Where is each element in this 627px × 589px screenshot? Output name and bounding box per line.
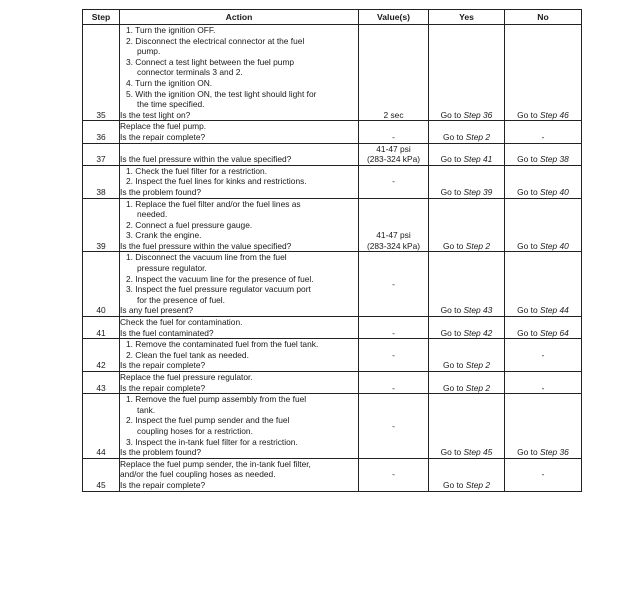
action-line: 2. Connect a fuel pressure gauge. <box>126 219 253 230</box>
action-line: pump. <box>137 46 161 57</box>
no-goto-link <box>542 132 545 142</box>
value-cell <box>359 252 429 317</box>
header-row <box>83 10 582 25</box>
no-cell <box>505 394 582 459</box>
goto-prefix: Go to <box>440 154 464 165</box>
no-goto-link[interactable] <box>517 328 569 338</box>
action-cell <box>120 339 359 372</box>
step-number: 42 <box>83 339 120 372</box>
value-text: - <box>392 176 395 187</box>
yes-goto-link[interactable] <box>441 447 493 457</box>
yes-cell <box>429 143 505 165</box>
action-line: connector terminals 3 and 2. <box>137 67 243 78</box>
no-cell <box>505 372 582 394</box>
table-row <box>83 165 582 198</box>
action-line: Check the fuel for contamination. <box>120 317 243 328</box>
value-text: - <box>392 278 395 289</box>
action-line: 2. Inspect the vacuum line for the presence of fuel. <box>126 273 314 284</box>
goto-step-ref: Step 42 <box>463 327 493 338</box>
goto-prefix: Go to <box>442 240 466 251</box>
value-cell <box>359 198 429 252</box>
value-cell <box>359 394 429 459</box>
action-line: and/or the fuel coupling hoses as needed. <box>120 469 276 480</box>
goto-step-ref: Step 45 <box>463 447 493 458</box>
step-number: 41 <box>83 317 120 339</box>
step-number: 43 <box>83 372 120 394</box>
header-values: Value(s) <box>359 10 429 25</box>
no-cell <box>505 317 582 339</box>
table-row <box>83 458 582 491</box>
no-goto-link[interactable] <box>517 447 569 457</box>
action-line: pressure regulator. <box>137 263 207 274</box>
action-line: 2. Inspect the fuel lines for kinks and restrictions. <box>126 176 307 187</box>
header-no: No <box>505 10 582 25</box>
value-cell <box>359 25 429 121</box>
goto-step-ref: Step 40 <box>539 240 569 251</box>
header-action: Action <box>120 10 359 25</box>
no-cell <box>505 165 582 198</box>
action-line: Replace the fuel pressure regulator. <box>120 372 253 382</box>
table-row <box>83 121 582 143</box>
yes-goto-link[interactable] <box>441 328 493 338</box>
header-step: Step <box>83 10 120 25</box>
goto-step-ref: Step 36 <box>539 447 569 458</box>
value-text: (283-324 kPa) <box>366 240 421 251</box>
action-line: 1. Turn the ignition OFF. <box>126 25 216 35</box>
action-line: 3. Inspect the in-tank fuel filter for a restriction. <box>126 436 298 447</box>
yes-goto-link[interactable] <box>443 480 490 490</box>
yes-goto-link[interactable] <box>441 154 493 164</box>
step-number: 39 <box>83 198 120 252</box>
action-question: Is the repair complete? <box>120 479 206 490</box>
goto-step-ref: - <box>541 131 545 142</box>
goto-step-ref: Step 39 <box>463 186 493 197</box>
goto-prefix: Go to <box>442 131 466 142</box>
step-number: 40 <box>83 252 120 317</box>
goto-step-ref: Step 44 <box>539 305 569 316</box>
action-question: Is the repair complete? <box>120 360 206 371</box>
goto-step-ref: Step 64 <box>539 327 569 338</box>
action-question: Is the problem found? <box>120 186 202 197</box>
value-cell <box>359 339 429 372</box>
action-line: Replace the fuel pump. <box>120 121 207 132</box>
table-row <box>83 252 582 317</box>
goto-prefix: Go to <box>517 154 540 165</box>
no-cell <box>505 339 582 372</box>
yes-cell <box>429 372 505 394</box>
action-question: Is the repair complete? <box>120 382 206 393</box>
action-line: tank. <box>137 404 156 415</box>
yes-goto-link[interactable] <box>441 187 493 197</box>
value-text: - <box>392 349 395 360</box>
yes-cell <box>429 25 505 121</box>
table-row <box>83 339 582 372</box>
action-line: 1. Remove the contaminated fuel from the fuel tank. <box>126 339 319 350</box>
action-line: 2. Clean the fuel tank as needed. <box>126 349 249 360</box>
action-line: 3. Inspect the fuel pressure regulator vacuum port <box>126 284 311 295</box>
action-line: needed. <box>137 209 168 220</box>
yes-goto-link[interactable] <box>443 360 490 370</box>
action-line: 1. Check the fuel filter for a restriction. <box>126 165 268 176</box>
no-goto-link[interactable] <box>517 110 569 120</box>
yes-goto-link[interactable] <box>443 383 490 393</box>
action-line: 1. Replace the fuel filter and/or the fuel lines as <box>126 198 301 209</box>
table-row <box>83 372 582 394</box>
diagnostic-table <box>82 9 582 492</box>
action-line: 2. Inspect the fuel pump sender and the fuel <box>126 415 290 426</box>
header-yes: Yes <box>429 10 505 25</box>
action-question: Is the fuel pressure within the value specified? <box>120 154 292 165</box>
action-cell <box>120 198 359 252</box>
value-text: - <box>392 420 395 431</box>
step-number: 37 <box>83 143 120 165</box>
value-cell <box>359 372 429 394</box>
action-question: Is the fuel contaminated? <box>120 327 214 338</box>
no-cell <box>505 143 582 165</box>
yes-cell <box>429 121 505 143</box>
goto-step-ref: Step 36 <box>463 109 493 120</box>
table-row <box>83 394 582 459</box>
goto-step-ref: Step 2 <box>465 131 491 142</box>
goto-prefix: Go to <box>440 186 464 197</box>
action-cell <box>120 458 359 491</box>
table-row <box>83 143 582 165</box>
value-text: - <box>392 327 395 338</box>
action-question: Is the repair complete? <box>120 131 206 142</box>
table-row <box>83 317 582 339</box>
yes-goto-link[interactable] <box>443 132 490 142</box>
yes-cell <box>429 339 505 372</box>
value-cell <box>359 165 429 198</box>
value-text: - <box>392 131 395 142</box>
action-line: coupling hoses for a restriction. <box>137 425 253 436</box>
step-number: 35 <box>83 25 120 121</box>
action-line: 4. Turn the ignition ON. <box>126 77 213 88</box>
action-cell <box>120 394 359 459</box>
action-line: 1. Remove the fuel pump assembly from the fuel <box>126 394 307 405</box>
yes-cell <box>429 394 505 459</box>
goto-step-ref: Step 43 <box>463 305 493 316</box>
step-number: 44 <box>83 394 120 459</box>
yes-cell <box>429 165 505 198</box>
action-line: Replace the fuel pump sender, the in-tank fuel filter, <box>120 458 311 469</box>
action-cell <box>120 252 359 317</box>
no-goto-link <box>542 350 545 360</box>
no-cell <box>505 121 582 143</box>
yes-goto-link[interactable] <box>443 241 490 251</box>
step-number: 45 <box>83 458 120 491</box>
action-cell <box>120 317 359 339</box>
action-line: 3. Connect a test light between the fuel pump <box>126 56 295 67</box>
value-text: - <box>392 469 395 480</box>
value-cell <box>359 458 429 491</box>
goto-step-ref: Step 2 <box>465 479 491 490</box>
action-line: 1. Disconnect the vacuum line from the fuel <box>126 252 287 263</box>
value-text: (283-324 kPa) <box>366 154 421 165</box>
no-cell <box>505 198 582 252</box>
goto-step-ref: - <box>541 382 545 393</box>
no-cell <box>505 458 582 491</box>
yes-cell <box>429 252 505 317</box>
goto-prefix: Go to <box>517 447 540 458</box>
table-body <box>83 25 582 492</box>
action-question: Is the fuel pressure within the value specified? <box>120 240 292 251</box>
goto-prefix: Go to <box>517 240 540 251</box>
no-goto-link[interactable] <box>517 187 569 197</box>
goto-step-ref: Step 41 <box>463 154 493 165</box>
goto-step-ref: Step 2 <box>465 382 491 393</box>
yes-cell <box>429 458 505 491</box>
table-row <box>83 25 582 121</box>
action-cell <box>120 165 359 198</box>
goto-prefix: Go to <box>517 305 540 316</box>
value-text: 2 sec <box>383 109 404 120</box>
goto-prefix: Go to <box>442 382 466 393</box>
goto-prefix: Go to <box>442 479 466 490</box>
step-number: 36 <box>83 121 120 143</box>
action-line: 3. Crank the engine. <box>126 230 202 241</box>
no-goto-link <box>542 383 545 393</box>
goto-step-ref: Step 38 <box>539 154 569 165</box>
no-goto-link[interactable] <box>517 305 569 315</box>
goto-step-ref: Step 40 <box>539 186 569 197</box>
goto-prefix: Go to <box>442 360 466 371</box>
table-row <box>83 198 582 252</box>
action-line: the time specified. <box>137 99 205 110</box>
value-cell <box>359 121 429 143</box>
action-question: Is the test light on? <box>120 109 191 120</box>
yes-cell <box>429 198 505 252</box>
goto-step-ref: Step 2 <box>465 240 491 251</box>
no-goto-link <box>542 469 545 479</box>
no-goto-link[interactable] <box>517 241 569 251</box>
goto-step-ref: Step 2 <box>465 360 491 371</box>
action-question: Is the problem found? <box>120 447 202 458</box>
goto-step-ref: - <box>541 469 545 480</box>
yes-goto-link[interactable] <box>441 305 493 315</box>
goto-prefix: Go to <box>517 186 540 197</box>
goto-prefix: Go to <box>440 447 464 458</box>
no-cell <box>505 25 582 121</box>
action-cell <box>120 25 359 121</box>
goto-prefix: Go to <box>517 327 540 338</box>
action-cell <box>120 143 359 165</box>
goto-step-ref: Step 46 <box>539 109 569 120</box>
goto-prefix: Go to <box>440 305 464 316</box>
value-text: 41-47 psi <box>376 230 411 241</box>
action-line: for the presence of fuel. <box>137 294 225 305</box>
goto-prefix: Go to <box>517 109 540 120</box>
goto-prefix: Go to <box>440 327 464 338</box>
action-line: 2. Disconnect the electrical connector at the fuel <box>126 35 305 46</box>
action-line: 5. With the ignition ON, the test light should light for <box>126 88 317 99</box>
action-question: Is any fuel present? <box>120 305 194 316</box>
no-cell <box>505 252 582 317</box>
no-goto-link[interactable] <box>517 154 569 164</box>
value-cell <box>359 317 429 339</box>
step-number: 38 <box>83 165 120 198</box>
value-cell <box>359 143 429 165</box>
value-text: - <box>392 382 395 393</box>
yes-cell <box>429 317 505 339</box>
action-cell <box>120 121 359 143</box>
action-cell <box>120 372 359 394</box>
value-text: 41-47 psi <box>376 143 411 154</box>
goto-step-ref: - <box>541 349 545 360</box>
goto-prefix: Go to <box>440 109 464 120</box>
yes-goto-link[interactable] <box>441 110 493 120</box>
